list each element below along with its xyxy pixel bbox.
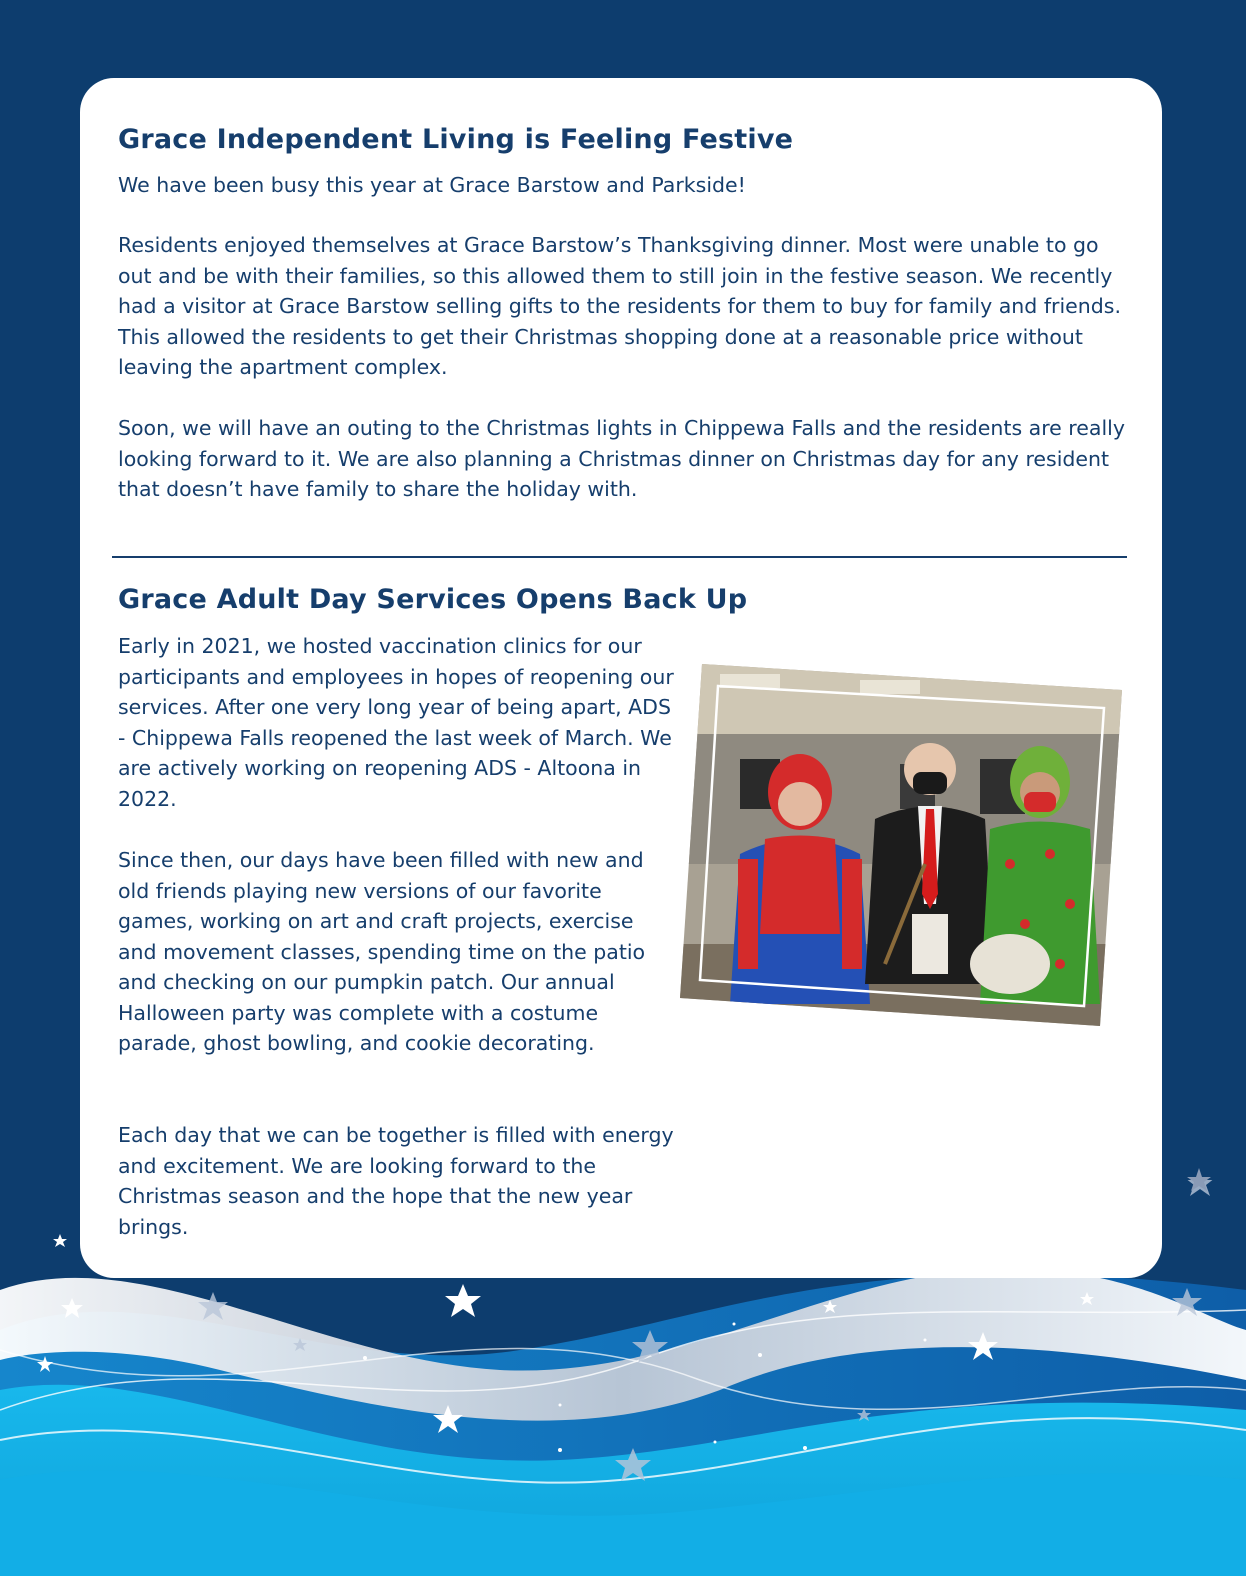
star-icon — [1186, 1167, 1212, 1193]
section-divider — [112, 556, 1127, 558]
section2-paragraph-2: Since then, our days have been filled with new and old friends playing new versions of our favorite games, working on art and craft projects, exercise and movement classes, spending time on the patio and checking on our pumpkin patch. Our annual Halloween party was complete with a costume parade, ghost bowling, and cookie decorating. — [118, 848, 646, 1055]
group-photo — [680, 664, 1122, 1026]
section1-paragraph-3: Soon, we will have an outing to the Christmas lights in Chippewa Falls and the residents are really looking forward to it. We are also planning a Christmas dinner on Christmas day for any resident that doesn’t have family to share the holiday with. — [118, 416, 1125, 501]
content-card — [80, 78, 1162, 1278]
section2-title: Grace Adult Day Services Opens Back Up — [118, 584, 748, 615]
group-photo-icon — [680, 664, 1122, 1026]
section2-paragraph-1: Early in 2021, we hosted vaccination clinics for our participants and employees in hopes of reopening our services. After one very long year of being apart, ADS - Chippewa Falls reopened the last week of March. We are actively working on reopening ADS - Altoona in 2022. — [118, 634, 674, 811]
section1-paragraph-2: Residents enjoyed themselves at Grace Barstow’s Thanksgiving dinner. Most were unable to go out and be with their families, so this allowed them to still join in the festive season. We recently had a visitor at Grace Barstow selling gifts to the residents for them to buy for family and friends. This allowed the residents to get their Christmas shopping done at a reasonable price without leaving the apartment complex. — [118, 233, 1121, 379]
section1-title: Grace Independent Living is Feeling Festive — [118, 124, 794, 155]
section2-paragraph-3: Each day that we can be together is filled with energy and excitement. We are looking forward to the Christmas season and the hope that the new year brings. — [118, 1123, 674, 1239]
section1-paragraph-1: We have been busy this year at Grace Barstow and Parkside! — [118, 173, 746, 197]
